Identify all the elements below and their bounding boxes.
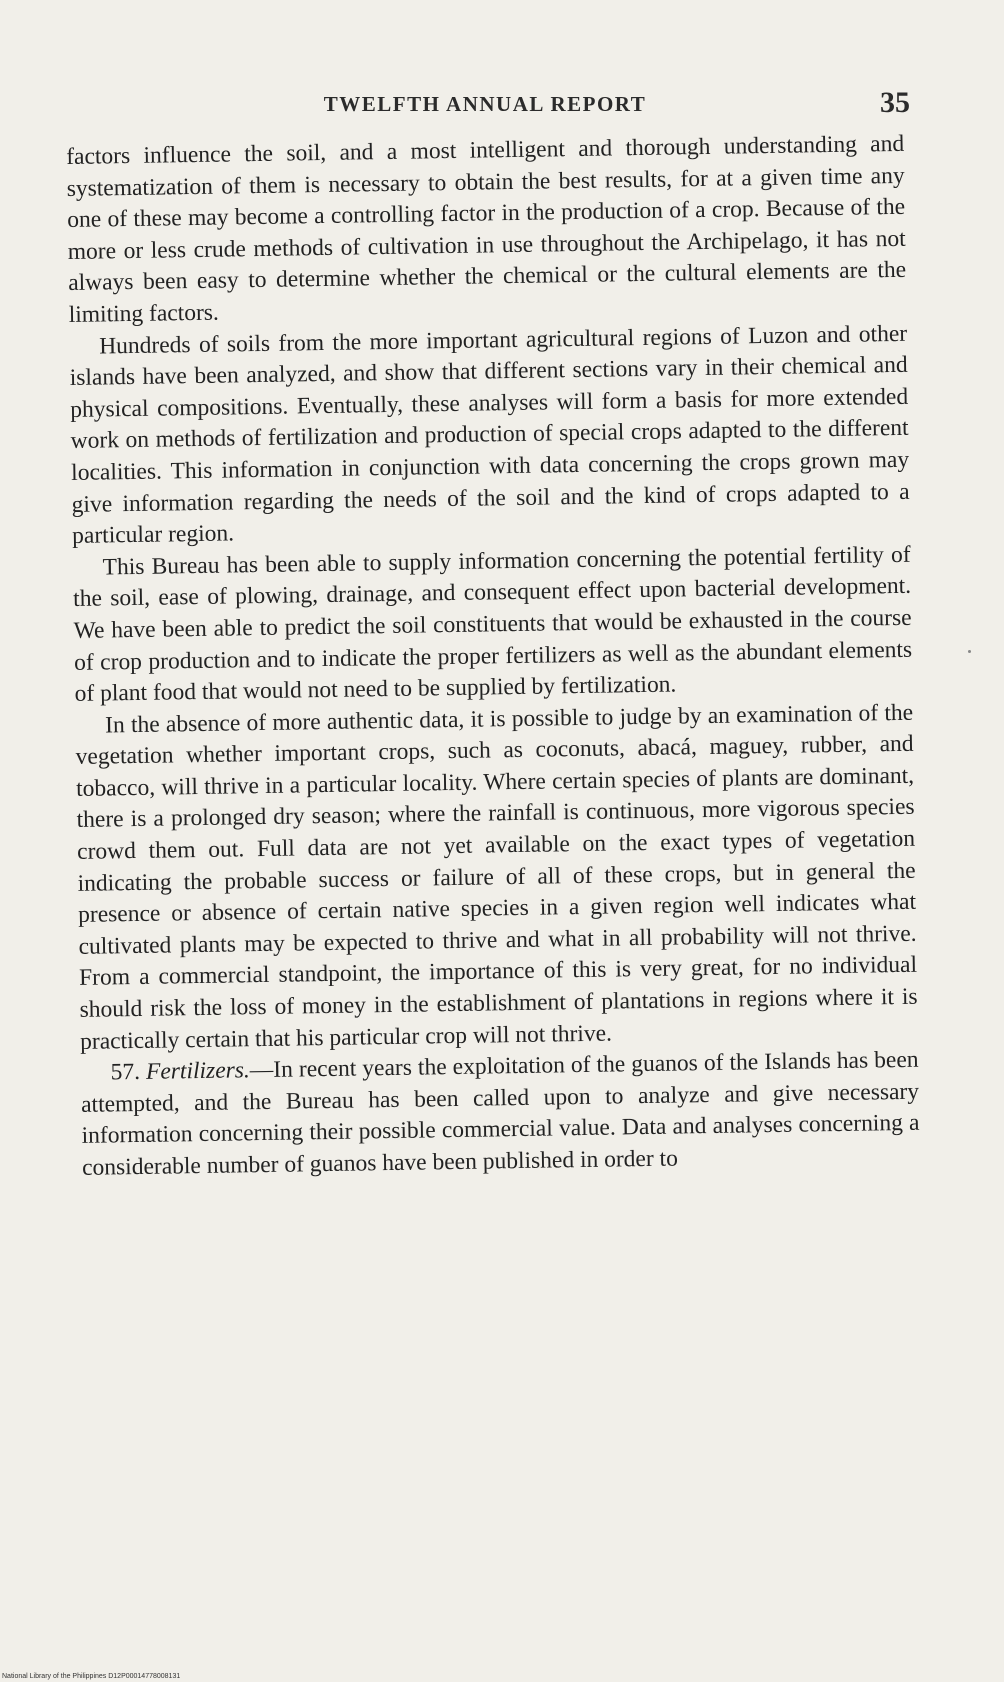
- section-dash: —: [249, 1057, 274, 1084]
- library-imprint: National Library of the Philippines D12P00014778008131: [2, 1673, 181, 1680]
- section-number: 57.: [110, 1059, 141, 1086]
- page-number: 35: [880, 86, 910, 119]
- section-title: Fertilizers.: [145, 1057, 251, 1086]
- running-head-title: TWELFTH ANNUAL REPORT: [323, 92, 647, 116]
- paragraph-vegetation: In the absence of more authentic data, it is possible to judge by an examination of the vegetation whether important crops, such as coconuts, abacá, maguey, rubber, and tobacco, will thrive in a particular locality. Where certain species of plants are dominant, there is a prolonged dry season; where the rainfall is continuous, more vigorous species crowd them out. Full data are not yet available on the exact types of vegetation indicating the probable success or failure of all of these crops, but in general the presence or absence of certain native species in a given region well indicates what cultivated plants may be expected to thrive and what in all probability will not thrive. From a commercial standpoint, the importance of this is very great, for no individual should risk the loss of money in the establishment of plantations in regions where it is practically certain that his particular crop will not thrive.: [75, 699, 918, 1055]
- running-header: [60, 86, 910, 126]
- scan-speck: [968, 650, 971, 653]
- section-fertilizers: [80, 1045, 920, 1185]
- paragraph-bureau-information: This Bureau has been able to supply information concerning the potential fertility of the soil, ease of plowing, drainage, and consequent effect upon bacterial development. We have been able to predict the soil constituents that would be exhausted in the course of crop production and to indicate the proper fertilizers as well as the abundant elements of plant food that would not need to be supplied by fertilization.: [72, 541, 913, 708]
- paragraph-continued: factors influence the soil, and a most intelligent and thorough understanding and systematization of them is necessary to obtain the best results, for at a given time any one of these may become a controlling factor in the production of a crop. Because of the more or less crude methods of cultivation in use throughout the Archipelago, it has not always been easy to determine whether the chemical or the cultural elements are the limiting factors.: [66, 130, 907, 328]
- paragraph-soil-analyses: Hundreds of soils from the more important agricultural regions of Luzon and other islands have been analyzed, and show that different sections vary in their chemical and physical compositions. Eventually, these analyses will form a basis for more extended work on methods of fertilization and production of special crops adapted to the different localities. This information in conjunction with data concerning the crops grown may give information regarding the needs of the soil and the kind of crops adapted to a particular region.: [69, 320, 910, 550]
- section-fertilizers-text: In recent years the exploitation of the guanos of the Islands has been attempted, and the Bureau has been called upon to analyze and give necessary information concerning their possible commercial value. Data and analyses concerning a considerable number of guanos have been published in order to: [80, 1046, 920, 1181]
- body-text: [66, 129, 920, 1185]
